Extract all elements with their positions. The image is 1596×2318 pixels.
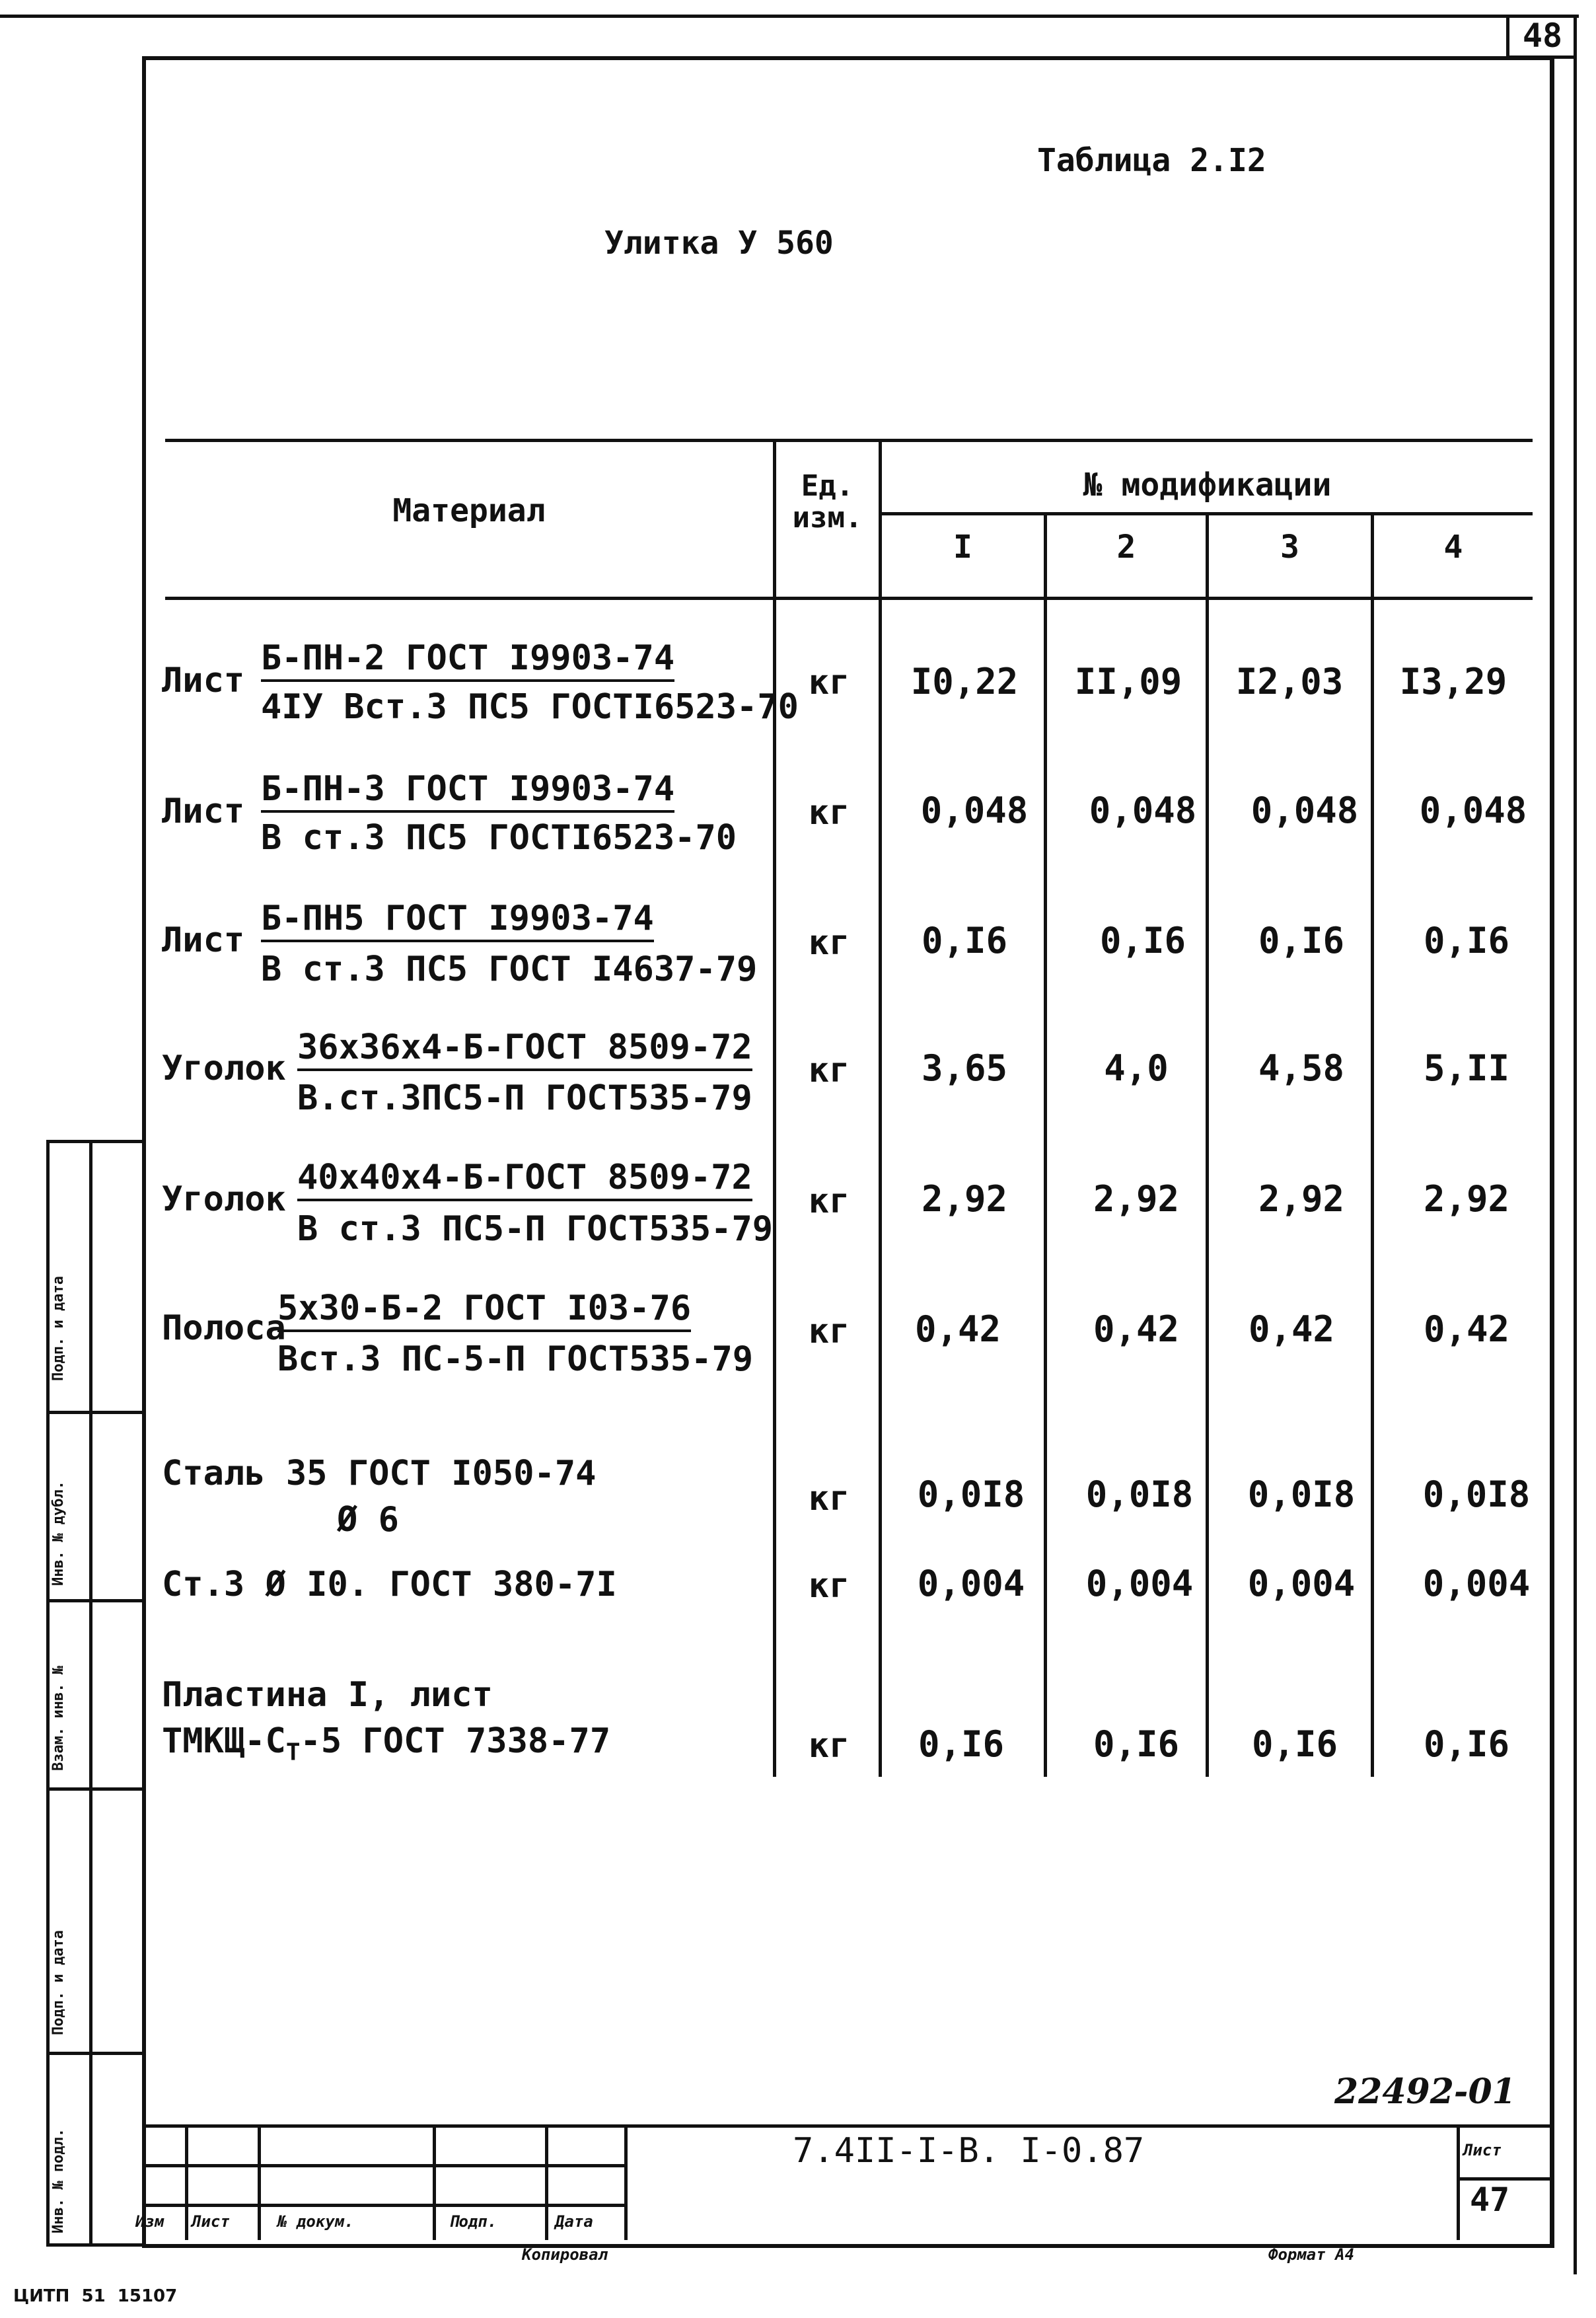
material-spec-top-text: 40х40х4-Б-ГОСТ 8509-72 bbox=[297, 1158, 752, 1201]
material-line2: Ø 6 bbox=[337, 1500, 399, 1540]
unit-cell: кг bbox=[808, 923, 850, 963]
side-label-sign-date-1: Подп. и дата bbox=[50, 1276, 67, 1381]
tb-col-sign: Подп. bbox=[449, 2212, 497, 2231]
material-line1: Сталь 35 ГОСТ I050-74 bbox=[162, 1454, 597, 1493]
material-spec-top-text: 5х30-Б-2 ГОСТ I03-76 bbox=[277, 1289, 691, 1332]
value-mod-3: 0,004 bbox=[1247, 1563, 1356, 1604]
tb-col-date: Дата bbox=[555, 2212, 593, 2231]
side-label-replace: Взам. инв. № bbox=[50, 1666, 67, 1771]
value-mod-4: 0,I6 bbox=[1423, 1723, 1510, 1765]
sheet-number: 47 bbox=[1470, 2181, 1510, 2219]
title-block-rule bbox=[142, 2164, 624, 2167]
material-name: Лист bbox=[162, 792, 245, 831]
side-strip-rule bbox=[50, 1599, 142, 1602]
title-block-col bbox=[185, 2124, 188, 2240]
unit-cell: кг bbox=[808, 1479, 850, 1518]
material-spec-bottom: В ст.3 ПС5 ГОСТ I4637-79 bbox=[261, 950, 758, 989]
value-mod-4: 2,92 bbox=[1423, 1178, 1510, 1220]
material-line2-rest: -5 ГОСТ 7338-77 bbox=[300, 1721, 611, 1761]
material-spec-top bbox=[261, 769, 674, 809]
side-strip-divider bbox=[89, 1143, 92, 2243]
value-mod-1: 0,048 bbox=[920, 790, 1029, 831]
unit-cell: кг bbox=[808, 1726, 850, 1766]
value-mod-3: I2,03 bbox=[1235, 661, 1344, 702]
material-spec-bottom: В.ст.3ПС5-П ГОСТ535-79 bbox=[297, 1078, 752, 1118]
value-mod-2: 0,42 bbox=[1093, 1308, 1180, 1350]
sheet-corner-number: 48 bbox=[1506, 16, 1576, 59]
value-mod-4: 0,0I8 bbox=[1422, 1474, 1531, 1515]
material-spec-top bbox=[297, 1158, 752, 1197]
value-mod-3: 0,I6 bbox=[1258, 920, 1345, 961]
material-spec-bottom: В ст.3 ПС5 ГОСТI6523-70 bbox=[261, 818, 737, 858]
tb-col-list: Лист bbox=[192, 2212, 230, 2231]
sheet-right-edge bbox=[1574, 15, 1577, 2274]
material-spec-bottom: Вст.3 ПС-5-П ГОСТ535-79 bbox=[277, 1339, 754, 1379]
side-strip-rule bbox=[50, 1787, 142, 1791]
value-mod-3: 0,0I8 bbox=[1247, 1474, 1356, 1515]
title-block-top-rule bbox=[142, 2124, 1550, 2128]
tb-col-doc: № докум. bbox=[277, 2212, 354, 2231]
value-mod-2: II,09 bbox=[1074, 661, 1182, 702]
copied-by-label: Копировал bbox=[522, 2245, 608, 2264]
value-mod-3: 2,92 bbox=[1258, 1178, 1345, 1220]
sheet-top-edge bbox=[0, 15, 1579, 18]
material-spec-top bbox=[261, 899, 654, 938]
material-name: Уголок bbox=[162, 1049, 286, 1088]
material-line1: Ст.3 Ø I0. ГОСТ 380-7I bbox=[162, 1565, 617, 1604]
header-mod-1: I bbox=[953, 529, 972, 566]
value-mod-1: 0,0I8 bbox=[917, 1474, 1025, 1515]
side-label-sign-date-2: Подп. и дата bbox=[50, 1930, 67, 2035]
unit-cell: кг bbox=[808, 793, 850, 833]
header-mod-3: 3 bbox=[1280, 529, 1299, 566]
material-line2 bbox=[162, 1721, 610, 1766]
unit-cell: кг bbox=[808, 1051, 850, 1090]
value-mod-1: 0,004 bbox=[917, 1563, 1025, 1604]
material-spec-top-text: Б-ПН-2 ГОСТ I9903-74 bbox=[261, 638, 674, 682]
title-block-col bbox=[258, 2124, 261, 2240]
title-block-col bbox=[545, 2124, 548, 2240]
material-spec-top bbox=[297, 1028, 752, 1067]
material-name: Лист bbox=[162, 920, 245, 960]
material-name: Полоса bbox=[162, 1308, 286, 1348]
unit-cell: кг bbox=[808, 1181, 850, 1221]
unit-cell: кг bbox=[808, 1566, 850, 1606]
title-block-rule bbox=[142, 2204, 624, 2207]
tb-col-izm: Изм bbox=[135, 2212, 164, 2231]
drawing-frame bbox=[142, 56, 1554, 2248]
header-bottom-rule bbox=[165, 597, 1533, 600]
header-mod-4: 4 bbox=[1443, 529, 1463, 566]
material-line1: Пластина I, лист bbox=[162, 1675, 493, 1715]
header-unit-line1: Ед. bbox=[801, 469, 854, 503]
material-spec-top-text: Б-ПН5 ГОСТ I9903-74 bbox=[261, 899, 654, 942]
value-mod-4: 5,II bbox=[1423, 1047, 1510, 1089]
title-block-col bbox=[1457, 2124, 1460, 2240]
value-mod-2: 4,0 bbox=[1104, 1047, 1169, 1089]
print-code: ЦИТП 51 15107 bbox=[13, 2286, 178, 2306]
value-mod-4: 0,004 bbox=[1422, 1563, 1531, 1604]
unit-cell: кг bbox=[808, 663, 850, 702]
material-line2-sub: Т bbox=[285, 1738, 301, 1766]
material-name: Уголок bbox=[162, 1179, 286, 1219]
value-mod-3: 0,I6 bbox=[1251, 1723, 1338, 1765]
value-mod-2: 0,004 bbox=[1085, 1563, 1194, 1604]
page-title: Улитка У 560 bbox=[604, 225, 834, 262]
header-material: Материал bbox=[392, 492, 546, 529]
value-mod-2: 0,I6 bbox=[1099, 920, 1186, 961]
value-mod-2: 0,I6 bbox=[1093, 1723, 1180, 1765]
side-strip-rule bbox=[50, 2052, 142, 2055]
value-mod-4: I3,29 bbox=[1399, 661, 1507, 702]
header-mod-2: 2 bbox=[1116, 529, 1136, 566]
value-mod-2: 0,048 bbox=[1089, 790, 1197, 831]
value-mod-4: 0,048 bbox=[1419, 790, 1527, 831]
value-mod-1: 2,92 bbox=[921, 1178, 1008, 1220]
side-strip-rule bbox=[50, 1411, 142, 1414]
material-spec-top-text: 36х36х4-Б-ГОСТ 8509-72 bbox=[297, 1028, 752, 1071]
handwritten-code: 22492-01 bbox=[1334, 2072, 1516, 2112]
value-mod-1: 3,65 bbox=[921, 1047, 1008, 1089]
header-unit-line2: изм. bbox=[792, 501, 863, 535]
title-block-col bbox=[624, 2124, 628, 2240]
sheet-label: Лист bbox=[1463, 2141, 1502, 2159]
table-top-rule bbox=[165, 439, 1533, 442]
value-mod-4: 0,I6 bbox=[1423, 920, 1510, 961]
header-unit bbox=[776, 470, 879, 534]
side-label-inv: Инв. № подл. bbox=[50, 2128, 67, 2233]
material-line2-main: ТМКЩ-С bbox=[162, 1721, 286, 1761]
value-mod-1: 0,I6 bbox=[918, 1723, 1005, 1765]
value-mod-1: 0,42 bbox=[914, 1308, 1001, 1350]
material-spec-top bbox=[277, 1289, 691, 1328]
value-mod-2: 0,0I8 bbox=[1085, 1474, 1194, 1515]
side-label-dub: Инв. № дубл. bbox=[50, 1481, 67, 1586]
value-mod-3: 0,048 bbox=[1251, 790, 1359, 831]
value-mod-1: I0,22 bbox=[910, 661, 1019, 702]
title-block-col bbox=[433, 2124, 436, 2240]
value-mod-4: 0,42 bbox=[1423, 1308, 1510, 1350]
value-mod-1: 0,I6 bbox=[921, 920, 1008, 961]
document-code: 7.4II-I-В. I-0.87 bbox=[793, 2131, 1145, 2171]
header-modification: № модификации bbox=[1083, 467, 1332, 504]
material-spec-bottom: В ст.3 ПС5-П ГОСТ535-79 bbox=[297, 1209, 774, 1249]
value-mod-3: 0,42 bbox=[1248, 1308, 1335, 1350]
table-label: Таблица 2.I2 bbox=[1037, 142, 1266, 179]
value-mod-3: 4,58 bbox=[1258, 1047, 1345, 1089]
material-spec-top-text: Б-ПН-3 ГОСТ I9903-74 bbox=[261, 769, 674, 813]
unit-cell: кг bbox=[808, 1312, 850, 1351]
col-divider-unit bbox=[879, 439, 882, 1777]
material-spec-top bbox=[261, 638, 674, 678]
material-spec-bottom: 4IУ Вст.3 ПС5 ГОСТI6523-70 bbox=[261, 687, 799, 727]
format-label: Формат А4 bbox=[1268, 2245, 1355, 2264]
material-name: Лист bbox=[162, 661, 245, 700]
col-divider-material bbox=[773, 439, 776, 1777]
value-mod-2: 2,92 bbox=[1093, 1178, 1180, 1220]
